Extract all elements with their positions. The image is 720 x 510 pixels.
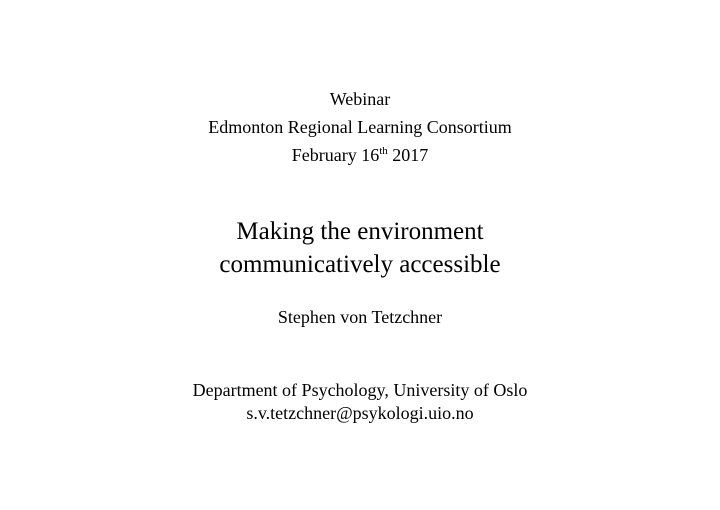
organization-name: Edmonton Regional Learning Consortium — [208, 117, 512, 137]
event-date-day: February 16 — [291, 145, 380, 165]
author-name: Stephen von Tetzchner — [277, 307, 443, 327]
slide-title-line-1: Making the environment — [236, 218, 484, 245]
department: Department of Psychology, University of Oslo — [192, 380, 528, 400]
event-date — [0, 146, 720, 164]
event-date-year: 2017 — [392, 145, 429, 165]
event-date-ordinal: th — [379, 145, 388, 157]
author-email: s.v.tetzchner@psykologi.uio.no — [246, 403, 474, 423]
event-type: Webinar — [329, 89, 391, 109]
slide-title-line-2: communicatively accessible — [219, 251, 501, 278]
